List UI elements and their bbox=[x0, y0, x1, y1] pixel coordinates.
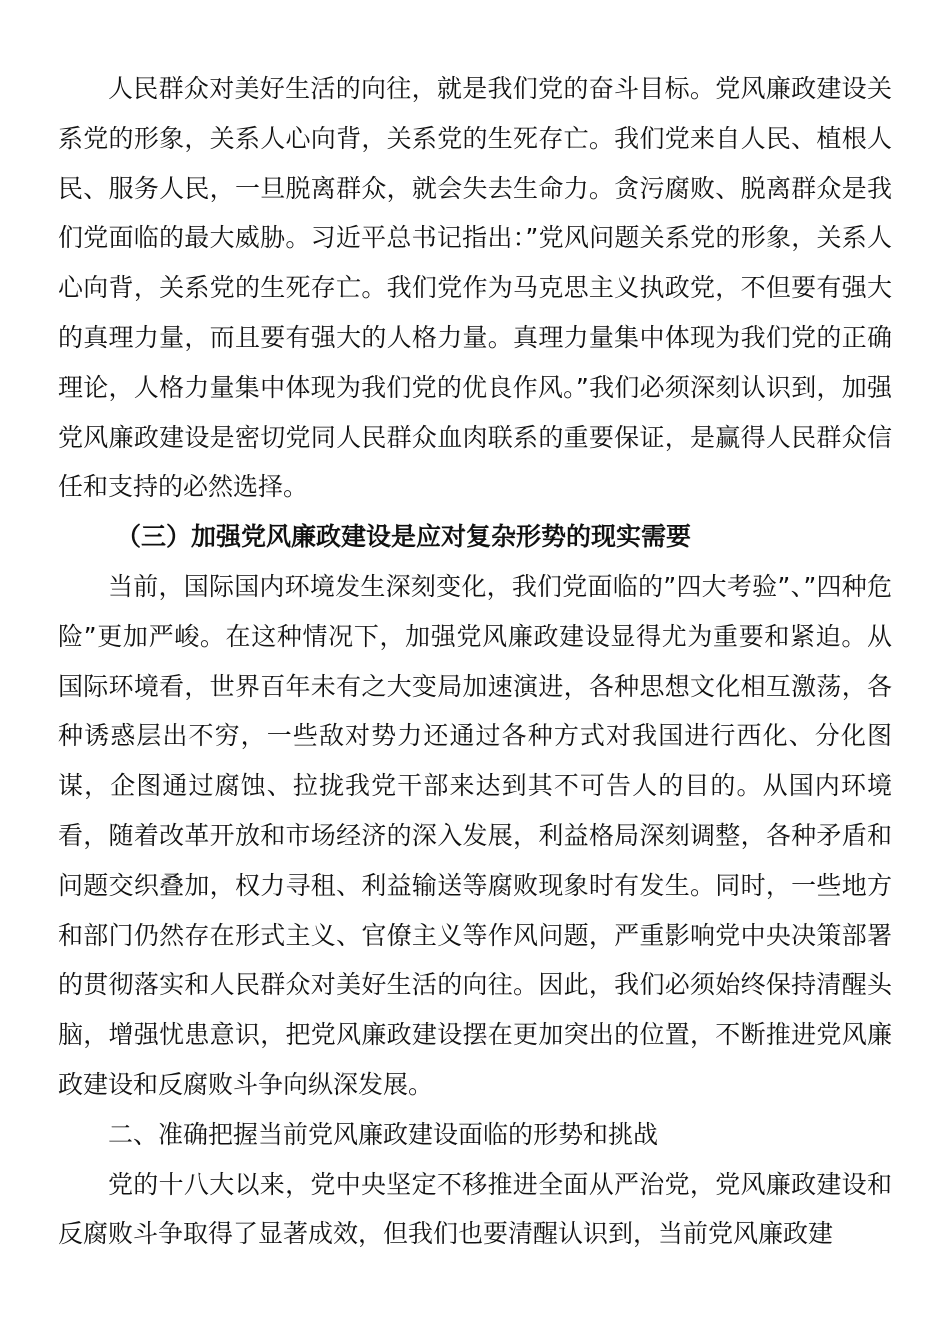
document-page bbox=[58, 64, 892, 1259]
paragraph-public-aspiration: 人民群众对美好生活的向往，就是我们党的奋斗目标。党风廉政建设关系党的形象，关系人心向背，关系党的生死存亡。我们党来自人民、植根人民、服务人民，一旦脱离群众，就会失去生命力。贪污腐败、脱离群众是我们党面临的最大威胁。习近平总书记指出：”党风问题关系党的形象，关系人心向背，关系党的生死存亡。我们党作为马克思主义执政党，不但要有强大的真理力量，而且要有强大的人格力量。真理力量集中体现为我们党的正确理论，人格力量集中体现为我们党的优良作风。”我们必须深刻认识到，加强党风廉政建设是密切党同人民群众血肉联系的重要保证，是赢得人民群众信任和支持的必然选择。 bbox=[58, 74, 892, 502]
subheading-complex-situation: （三）加强党风廉政建设是应对复杂形势的现实需要 bbox=[116, 522, 692, 552]
paragraph-since-18th-congress: 党的十八大以来，党中央坚定不移推进全面从严治党，党风廉政建设和反腐败斗争取得了显著成效，但我们也要清醒认识到，当前党风廉政建 bbox=[58, 1169, 892, 1249]
section-heading-challenges: 二、准确把握当前党风廉政建设面临的形势和挑战 bbox=[108, 1119, 659, 1149]
paragraph-current-environment: 当前，国际国内环境发生深刻变化，我们党面临的”四大考验”、”四种危险”更加严峻。在这种情况下，加强党风廉政建设显得尤为重要和紧迫。从国际环境看，世界百年未有之大变局加速演进，各种思想文化相互激荡，各种诱惑层出不穷，一些敌对势力还通过各种方式对我国进行西化、分化图谋，企图通过腐蚀、拉拢我党干部来达到其不可告人的目的。从国内环境看，随着改革开放和市场经济的深入发展，利益格局深刻调整，各种矛盾和问题交织叠加，权力寻租、利益输送等腐败现象时有发生。同时，一些地方和部门仍然存在形式主义、官僚主义等作风问题，严重影响党中央决策部署的贯彻落实和人民群众对美好生活的向往。因此，我们必须始终保持清醒头脑，增强忧患意识，把党风廉政建设摆在更加突出的位置，不断推进党风廉政建设和反腐败斗争向纵深发展。 bbox=[58, 571, 892, 1099]
